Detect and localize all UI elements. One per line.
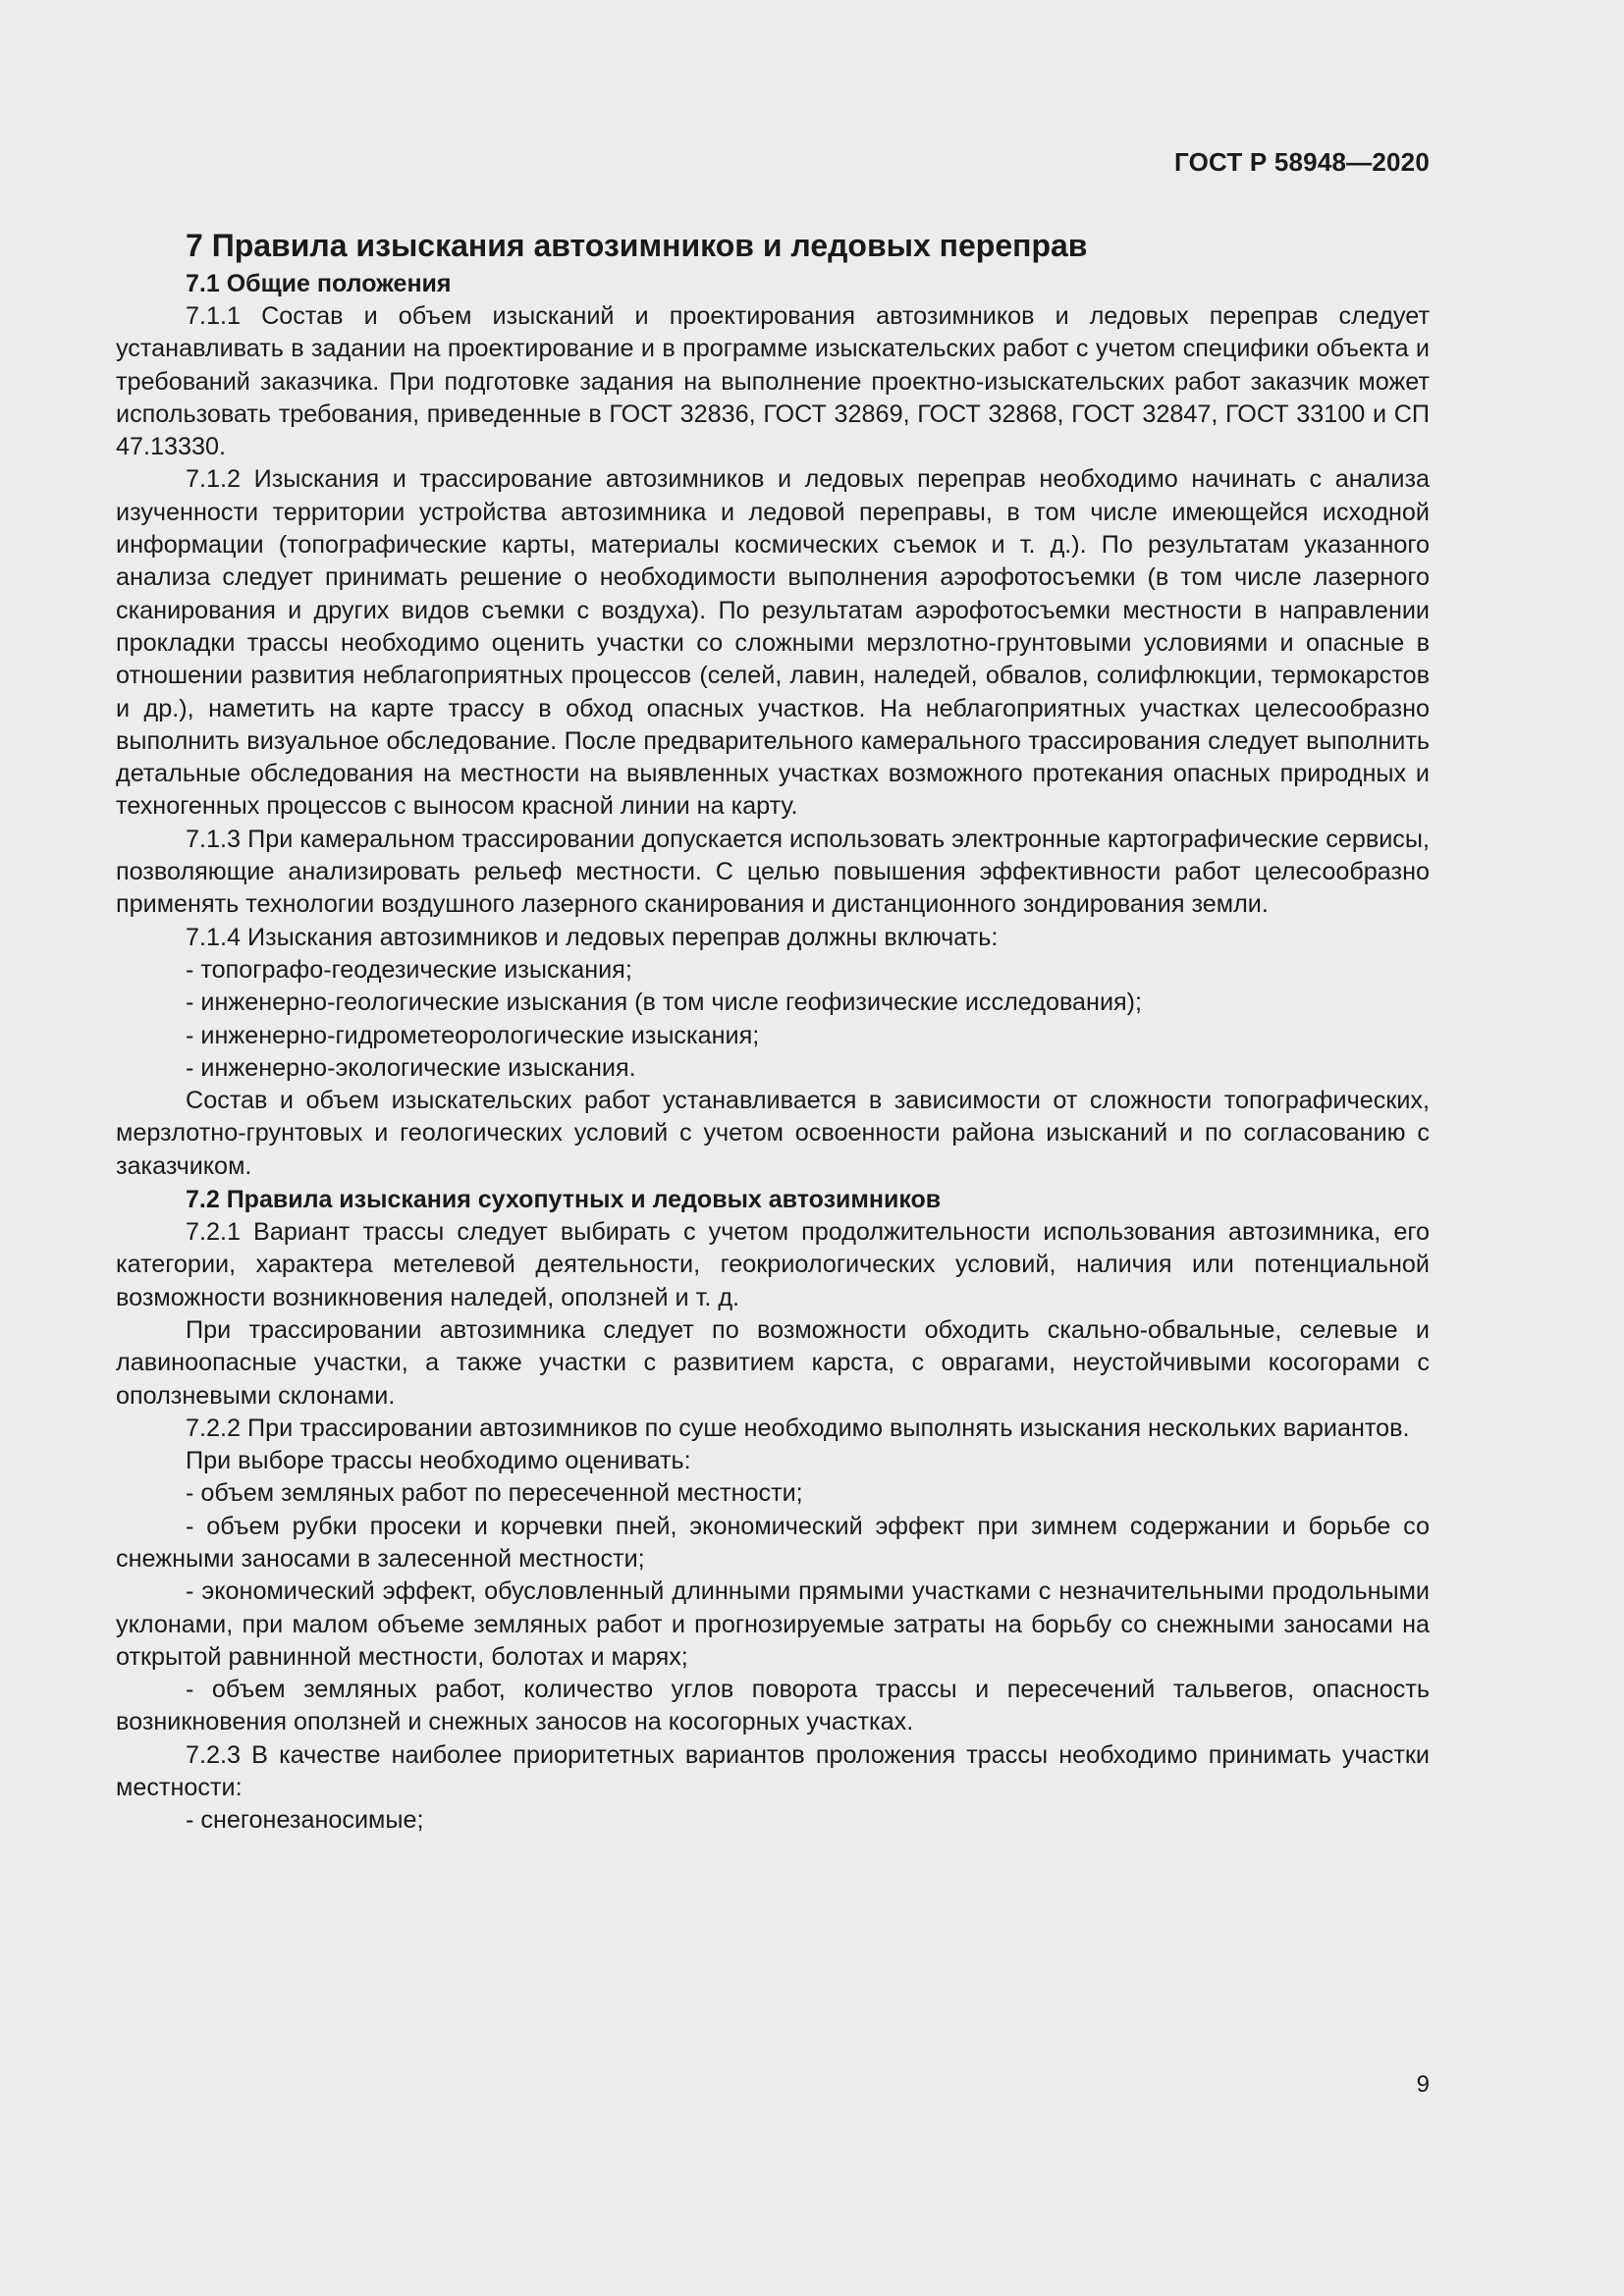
subsection-title-7-1: 7.1 Общие положения [186, 270, 452, 297]
list-item: - объем рубки просеки и корчевки пней, экономический эффект при зимнем содержании и борьбе со снежными заносами в залесенной местности; [116, 1512, 1430, 1573]
list-item: - инженерно-геологические изыскания (в том числе геофизические исследования); [186, 988, 1143, 1017]
list-item: - инженерно-гидрометеорологические изыскания; [186, 1021, 760, 1049]
document-code-header: ГОСТ Р 58948—2020 [1174, 147, 1430, 177]
paragraph-composition: Состав и объем изыскательских работ устанавливается в зависимости от сложности топографических, мерзлотно-грунтовых и геологических условий с учетом освоенности района изысканий и по согласованию с заказчиком. [116, 1087, 1430, 1180]
paragraph-7-1-1: 7.1.1 Состав и объем изысканий и проектирования автозимников и ледовых переправ следует устанавливать в задании на проектирование и в программе изыскательских работ с учетом специфики объекта и требований заказчика. При подготовке задания на выполнение проектно-изыскательских работ заказчик может использовать требования, приведенные в ГОСТ 32836, ГОСТ 32869, ГОСТ 32868, ГОСТ 32847, ГОСТ 33100 и СП 47.13330. [116, 302, 1430, 461]
paragraph-7-1-4: 7.1.4 Изыскания автозимников и ледовых переправ должны включать: [186, 923, 999, 951]
list-item: - снегонезаносимые; [186, 1806, 424, 1835]
list-item: - инженерно-экологические изыскания. [186, 1053, 636, 1082]
paragraph-7-2-2: 7.2.2 При трассировании автозимников по суше необходимо выполнять изыскания нескольких вариантов. [186, 1414, 1410, 1442]
paragraph-route-evaluation: При выборе трассы необходимо оценивать: [186, 1447, 691, 1475]
paragraph-route-avoidance: При трассировании автозимника следует по возможности обходить скально-обвальные, селевые и лавиноопасные участки, а также участки с развитием карста, с оврагами, неустойчивыми косогорами с оползневыми склонами. [116, 1315, 1430, 1410]
paragraph-7-2-3: 7.2.3 В качестве наиболее приоритетных вариантов проложения трассы необходимо принимать участки местности: [116, 1740, 1430, 1802]
list-item: - топографо-геодезические изыскания; [186, 955, 632, 984]
page-number: 9 [1416, 2071, 1430, 2098]
list-item: - экономический эффект, обусловленный длинными прямыми участками с незначительными продольными уклонами, при малом объеме земляных работ и прогнозируемые затраты на борьбу со снежными заносами на открытой равнинной местности, болотах и марях; [116, 1577, 1430, 1671]
subsection-title-7-2: 7.2 Правила изыскания сухопутных и ледовых автозимников [186, 1186, 942, 1214]
paragraph-7-1-3: 7.1.3 При камеральном трассировании допускается использовать электронные картографические сервисы, позволяющие анализировать рельеф местности. С целью повышения эффективности работ целесообразно применять технологии воздушного лазерного сканирования и дистанционного зондирования земли. [116, 825, 1430, 919]
section-title: 7 Правила изыскания автозимников и ледовых переправ [186, 228, 1088, 263]
paragraph-7-2-1: 7.2.1 Вариант трассы следует выбирать с учетом продолжительности использования автозимника, его категории, характера метелевой деятельности, геокриологических условий, наличия или потенциальной возможности возникновения наледей, оползней и т. д. [116, 1218, 1430, 1311]
list-item: - объем земляных работ, количество углов поворота трассы и пересечений тальвегов, опасность возникновения оползней и снежных заносов на косогорных участках. [116, 1676, 1430, 1736]
document-body [116, 224, 1430, 1838]
list-item: - объем земляных работ по пересеченной местности; [186, 1479, 803, 1508]
paragraph-7-1-2: 7.1.2 Изыскания и трассирование автозимников и ледовых переправ необходимо начинать с анализа изученности территории устройства автозимника и ледовой переправы, в том числе имеющейся исходной информации (топографические карты, материалы космических съемок и т. д.). По результатам указанного анализа следует принимать решение о необходимости выполнения аэрофотосъемки (в том числе лазерного сканирования и других видов съемки с воздуха). По результатам аэрофотосъемки местности в направлении прокладки трассы необходимо оценить участки со сложными мерзлотно-грунтовыми условиями и опасные в отношении развития неблагоприятных процессов (селей, лавин, наледей, обвалов, солифлюкции, термокарстов и др.), наметить на карте трассу в обход опасных участков. На неблагоприятных участках целесообразно выполнить визуальное обследование. После предварительного камерального трассирования следует выполнить детальные обследования на местности на выявленных участках возможного протекания опасных природных и техногенных процессов с выносом красной линии на карту. [116, 465, 1430, 821]
